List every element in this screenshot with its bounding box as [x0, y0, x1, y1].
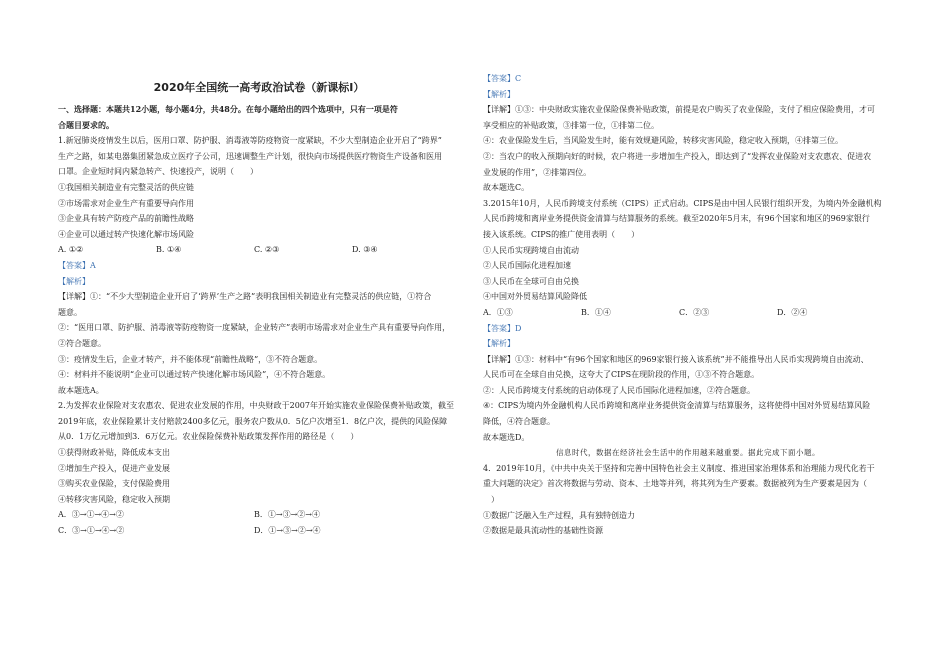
option-choice: D. ③④: [352, 245, 378, 255]
text-line: ④：CIPS为境内外金融机构人民币跨境和离岸业务提供资金清算与结算服务，这将使得中国对外贸易结算风险: [483, 401, 871, 411]
text-line: 4．2019年10月，《中共中央关于坚持和完善中国特色社会主义制度、推进国家治理体系和治理能力现代化若干: [483, 463, 875, 473]
text-line: 2.为发挥农业保险对支农惠农、促进农业发展的作用，中央财政于2007年开始实施农业保险保费补贴政策，截至: [58, 401, 454, 411]
text-line: ④：农业保险发生后，当风险发生时，能有效规避风险，转移灾害风险，稳定收入预期，④排第三位。: [483, 136, 843, 146]
text-line: ③人民币在全球可自由兑换: [483, 276, 579, 286]
answer-label: 【解析】: [483, 339, 515, 349]
text-line: 合题目要求的。: [58, 119, 114, 130]
text-line: ①获得财政补贴，降低成本支出: [58, 448, 170, 458]
text-line: ②：人民币跨境支付系统的启动体现了人民币国际化进程加速，②符合题意。: [483, 385, 755, 395]
answer-label: 【答案】D: [483, 323, 522, 333]
right-lines: [483, 71, 893, 539]
text-line: 【详解】①③：材料中“有96个国家和地区的969家银行接入该系统”并不能推导出人民币实现跨境自由流动、: [483, 354, 869, 364]
text-line: 口罩。企业短时间内紧急转产、快速投产，说明（ ）: [58, 167, 258, 177]
text-line: 故本题选A。: [58, 385, 104, 395]
text-line: ④企业可以通过转产快速化解市场风险: [58, 229, 194, 239]
option-choice: A．①③: [483, 307, 513, 317]
left-lines: [58, 102, 460, 539]
answer-label: 【解析】: [483, 89, 515, 99]
text-line: ②市场需求对企业生产有重要导向作用: [58, 198, 194, 208]
text-line: ②增加生产投入，促进产业发展: [58, 463, 170, 473]
text-line: ②符合题意。: [58, 338, 106, 348]
text-line: ①数据广泛融入生产过程，具有独特创造力: [483, 510, 635, 520]
text-line: 人民币可在全球自由兑换，这夸大了CIPS在现阶段的作用，①③不符合题意。: [483, 370, 760, 380]
text-line: 2019年底，农业保险累计支付赔款2400多亿元，服务农户数从0．5亿户次增至1．8亿户次，提供的风险保障: [58, 416, 448, 426]
text-line: ）: [483, 495, 499, 505]
answer-label: 【解析】: [58, 276, 90, 286]
text-line: 信息时代，数据在经济社会生活中的作用越来越重要。据此完成下面小题。: [556, 448, 820, 458]
text-line: ②人民币国际化进程加速: [483, 261, 571, 271]
option-choice: C. ②③: [254, 245, 280, 255]
text-line: 享受相应的补贴政策，③排第一位，①排第二位。: [483, 120, 659, 130]
text-line: ①人民币实现跨境自由流动: [483, 245, 579, 255]
text-line: ④转移灾害风险，稳定收入预期: [58, 494, 170, 504]
text-line: 重大问题的决定》首次将数据与劳动、资本、土地等并列，将其列为生产要素。数据被列为生产要素是因为（: [483, 479, 867, 489]
text-line: 接入该系统。CIPS的推广使用表明（ ）: [483, 229, 640, 239]
option-choice: D．②④: [777, 307, 808, 317]
text-line: ③：疫情发生后，企业才转产，并不能体现“前瞻性战略”，③不符合题意。: [58, 354, 323, 364]
text-line: 【详解】①：“不少大型制造企业开启了‘跨界’生产之路”表明我国相关制造业有完整灵活的供应链，①符合: [58, 292, 432, 302]
page-title: 2020年全国统一高考政治试卷（新课标Ⅰ）: [153, 81, 365, 94]
option-choice: B. ①④: [156, 245, 182, 255]
text-line: 降低，④符合题意。: [483, 417, 555, 427]
option-choice: B．①→③→②→④: [254, 510, 320, 520]
text-line: 人民币跨境和离岸业务提供资金清算与结算服务的系统。截至2020年5月末，有96个国家和地区的969家银行: [483, 214, 870, 224]
text-line: 故本题选D。: [483, 432, 530, 442]
text-line: 1.新冠肺炎疫情发生以后，医用口罩、防护服、消毒液等防疫物资一度紧缺，不少大型制造企业开启了“跨界”: [58, 136, 442, 146]
option-choice: A. ①②: [58, 245, 84, 255]
option-choice: A．③→①→④→②: [58, 510, 124, 520]
option-choice: D．①→③→②→④: [254, 526, 321, 536]
option-choice: C．②③: [679, 307, 710, 317]
text-line: 题意。: [58, 307, 82, 317]
answer-label: 【答案】C: [483, 74, 522, 83]
text-line: 一、选择题：本题共12小题，每小题4分，共48分。在每小题给出的四个选项中，只有一项是符: [58, 104, 398, 114]
text-line: 【详解】①③：中央财政实施农业保险保费补贴政策，前提是农户购买了农业保险，支付了相应保险费用，才可: [483, 105, 875, 115]
text-line: ③企业具有转产防疫产品的前瞻性战略: [58, 214, 194, 224]
answer-label: 【答案】A: [58, 260, 96, 270]
text-line: ②数据是最具流动性的基础性资源: [483, 526, 603, 536]
text-line: ④中国对外贸易结算风险降低: [483, 292, 587, 302]
text-line: ②：当农户的收入预期向好的时候，农户将进一步增加生产投入，即达到了“发挥农业保险对支农惠农、促进农: [483, 151, 872, 161]
text-line: 从0．1万亿元增加到3．6万亿元。农业保险保费补贴政策发挥作用的路径是（ ）: [58, 432, 359, 442]
option-row: [58, 507, 460, 523]
text-line: ②：“医用口罩、防护服、消毒液等防疫物资一度紧缺，企业转产”表明市场需求对企业生产具有重要导向作用，: [58, 323, 451, 333]
text-line: 3.2015年10月，人民币跨境支付系统（CIPS）正式启动。CIPS是由中国人民银行组织开发，为境内外金融机构: [483, 198, 882, 208]
option-choice: B．①④: [581, 307, 611, 317]
option-row: [58, 523, 460, 539]
option-choice: C．③→①→④→②: [58, 526, 125, 536]
text-line: ①我国相关制造业有完整灵活的供应链: [58, 182, 194, 192]
text-line: 故本题选C。: [483, 183, 530, 193]
text-line: 业发展的作用”，②排第四位。: [483, 167, 592, 177]
text-line: 生产之路，如某电器集团紧急成立医疗子公司，迅速调整生产计划，很快向市场提供医疗物资生产设备和医用: [58, 151, 442, 161]
option-row: [483, 305, 893, 321]
text-line: ④：材料并不能说明“企业可以通过转产快速化解市场风险”，④不符合题意。: [58, 370, 331, 380]
option-row: [58, 242, 460, 258]
text-line: ③购买农业保险，支付保险费用: [58, 479, 170, 489]
